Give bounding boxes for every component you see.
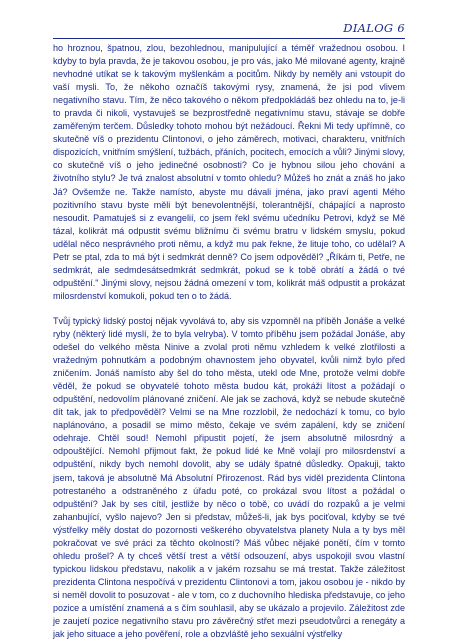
paragraph-1: ho hroznou, špatnou, zlou, bezohlednou, manipulující a téměř vražednou osobou. I kdyby to byla pravda, že je takovou osobou, je pro vás, jako Mé milované agenty, krajně nevhodné utíkat se k takovým myšlenkám a pocitům. Nikdy by neměly ani vstoupit do vaší mysli. To, že někoho označíš takovými rysy, znamená, že jsi pod vlivem negativního stavu. Tím, že něco takového o někom předpokládáš bez ohledu na to, je-li to pravda či nikoli, vystavuješ se bezprostředně negativnímu stavu, stávaje se dobře zaměřeným terčem. Důsledky tohoto mohou být nežádoucí. Řekni Mi tedy upřímně, co skutečně víš o prezidentu Clintonovi, o jeho záměrech, motivaci, charakteru, vnitřních dispozicích, vnitřním smýšlení, tužbách, přáních, pocitech, emocích a vůli? Jinými slovy, co skutečně víš o jeho jedinečné osobnosti? Co je hybnou silou jeho chování a životního stylu? Je tvá znalost absolutní v tomto ohledu? Můžeš ho znát a znáš ho jako Já? Ovšemže ne. Takže namísto, abyste mu dávali jména, jako praví agenti Mého pozitivního stavu byste měli být benevolentnější, tolerantnější, chápající a naprosto nesoudit. Pamatuješ si z evangelií, co jsem řekl svému učedníku Petrovi, když se Mě tázal, kolikrát má odpustit svému bližnímu či svému bratru v lidském smyslu, pokud udělal něco nesprávného proti němu, a když mu pak řekne, že lituje toho, co udělal? A Petr se ptal, zda to má být i sedmkrát denně? Co jsem odpověděl? „Říkám ti, Petře, ne sedmkrát, ale sedmdesátsedmkrát sedmkrát, pokud se k tobě obrátí a žádá o tvé odpuštění." Jinými slovy, nejsou žádná omezení v tom, kolikrát máš odpustit a prokázat milosrdenství komukoli, pokud ten o to žádá. [53,43,405,301]
body-text [53,42,405,641]
header-title: DIALOG 6 [343,21,405,35]
paragraph-2: Tvůj typický lidský postoj nějak vyvolává to, aby sis vzpomněl na příběh Jonáše a velké ryby (některý lidé myslí, že to byla velryba). V tomto příběhu jsem požádal Jonáše, aby odešel do velkého města Ninive a zvolal proti němu vzhledem k velké zlotřilosti a vražedným pohnutkám a podobným ohavnostem jeho obyvatel, kvůli nimž bylo před zničením. Jonáš namísto aby šel do toho města, utekl ode Mne, protože velmi dobře věděl, že pokud se obyvatelé tohoto města budou kát, prokáži lítost a požádají o odpuštění, nedovolím plánované zničení. Ale jak se zachová, když se nebude skutečně dít tak, jak to předpověděl? Velmi se na Mne rozzlobil, že nedochází k tomu, co bylo naplánováno, a posadil se mimo město, čekaje ve svém zapálení, kdy se zničení odehraje. Chtěl soud! Nemohl připustit pojetí, že jsem absolutně milosrdný a odpouštějící. Nemohl přijmout fakt, že pokud lidé ke Mně volají pro milosrdenství a odpuštění, nikdy bych nemohl dovolit, aby se udály špatné důsledky. Opakuji, takto jsem, taková je absolutně Má Absolutní Přirozenost. Rád bys viděl prezidenta Clintona potrestaného a odstraněného z úřadu poté, co prokázal svou lítost a požádal o odpuštění? Jak by ses cítil, jestliže by něco o tobě, co uvádí do rozpaků a je velmi zahanbující, vyšlo najevo? Jen si představ, můžeš-li, jak bys pociťoval, kdyby se tvé výstřelky měly dostat do pozornosti veškerého obyvatelstva planety Nula a ty bys měl pokračovat ve své práci za těchto okolností? Máš vůbec nějaké ponětí, čím v tomto ohledu prošel? A ty chceš větší trest a větší odsouzení, abys uspokojil svou vlastní typickou lidskou představu, nakolik a v jakém rozsahu se má trestat. Takže záležitost prezidenta Clintona nespočívá v prezidentu Clintonovi a tom, jakou osobou je - nikdo by si neměl dovolit to posuzovat - ale v tom, co z duchovního hlediska představuje, co jeho pozice a umístění znamená a s čím souhlasil, aby se ukázalo a projevilo. Záležitost zde je zaujetí pozice negativního stavu pro závěrečný střet mezi pseudotvůrci a renegáty a jak jeho situace a jeho pověření, role a obzvláště jeho sexuální výstřelky [53,315,405,640]
page-header [53,18,405,39]
